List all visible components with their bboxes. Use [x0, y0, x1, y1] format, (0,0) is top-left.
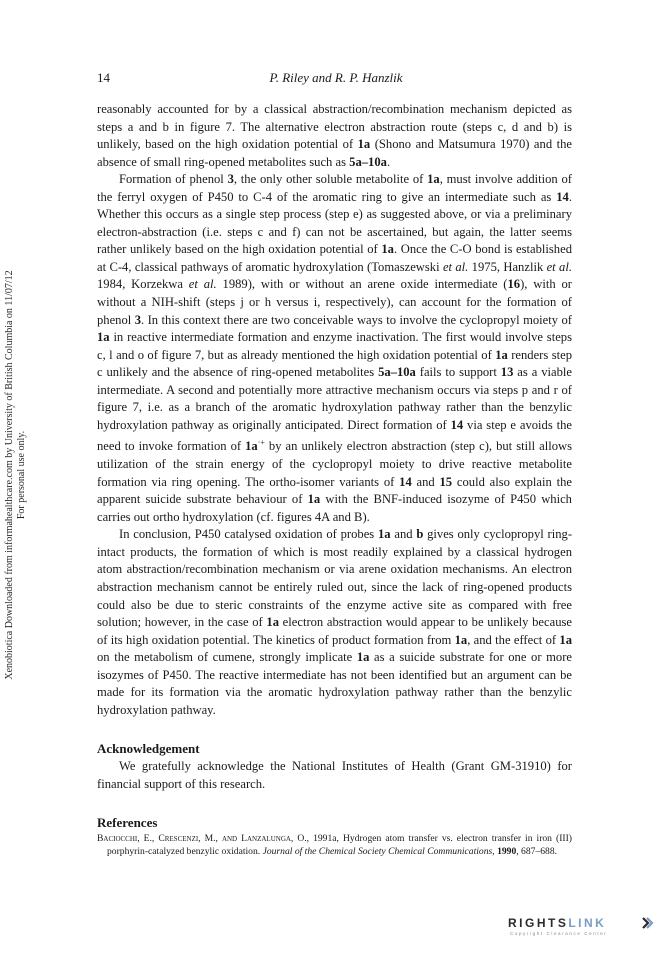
body-paragraph	[97, 171, 572, 526]
text-run: 1a	[266, 615, 280, 630]
text-run: 1a	[427, 172, 440, 187]
text-run: 14	[450, 417, 464, 432]
text-run: 1984, Korzekwa	[97, 277, 189, 292]
references-heading: References	[97, 815, 158, 831]
body-paragraph	[97, 101, 572, 171]
text-run: , 1991a, Hydrogen atom transfer vs. electron transfer in iron (III) porphyrin-catalyzed benzylic oxidation.	[107, 833, 572, 857]
text-run: ·+	[257, 438, 265, 448]
text-run: et al.	[546, 259, 572, 274]
text-run: . Whether this occurs as a single step process (step e) as suggested above, or via a preliminary electron-abstraction (i.e. steps c and f) can not be ascertained, but again, the latter seems rather unlikely based on the high oxidation potential of	[97, 189, 572, 257]
text-run: fails to support	[415, 365, 501, 380]
text-run: 13	[500, 365, 514, 380]
text-run: via step e avoids the need to invoke formation of	[97, 417, 572, 454]
body-paragraph	[97, 526, 572, 719]
text-run: 1990	[497, 845, 517, 857]
text-run: 15	[439, 474, 453, 489]
article-body	[97, 101, 572, 858]
reference-entry	[97, 833, 572, 857]
text-run: and	[390, 527, 417, 542]
text-run: et al.	[188, 277, 217, 292]
text-run: , the only other soluble metabolite of	[233, 172, 428, 187]
text-run: 1975, Hanzlik	[468, 259, 547, 274]
text-run: 1a	[454, 632, 468, 647]
reference-list	[97, 833, 572, 857]
text-run: gives only cyclopropyl ring-intact products, the formation of which is most readily explained by a classical hydrogen atom abstraction/recombination mechanism or via arene oxidation mechanisms. An electron abstraction mechanism cannot be entirely ruled out, since the lack of ring-opened products could also be due to steric constraints of the enzyme active site as compared with free solution; however, in the case of	[97, 527, 573, 630]
text-run: b	[416, 527, 424, 542]
text-run: (Shono and Matsumura 1970) and the absence of small ring-opened metabolites such as	[97, 137, 572, 169]
acknowledgement-heading: Acknowledgement	[97, 741, 200, 757]
text-run: ), with or without a NIH-shift (steps j or h versus i, respectively), can account for the formation of phenol	[97, 277, 572, 327]
text-run: on the metabolism of cumene, strongly implicate	[97, 650, 357, 665]
text-run: electron abstraction would appear to be unlikely because of its high oxidation potential. The kinetics of product formation from	[97, 615, 572, 647]
text-run: reasonably accounted for by a classical abstraction/recombination mechanism depicted as steps a and b in figure 7. The alternative electron abstraction route (steps c, d and b) is unlikely, based on the high oxidation potential of	[97, 102, 572, 152]
text-run: 16	[507, 277, 521, 292]
text-run: could also explain the apparent suicide substrate behaviour of	[97, 474, 572, 507]
text-run: 1a	[357, 137, 371, 152]
logo-tagline: Copyright Clearance Center	[510, 931, 608, 936]
text-run: and	[411, 474, 440, 489]
rightslink-arrow-icon	[640, 916, 654, 930]
text-run: .	[386, 154, 391, 169]
text-run: Baciocchi, E., Crescenzi, M., and Lanzalunga, O.	[97, 833, 307, 845]
rightslink-logo[interactable]	[508, 916, 658, 942]
text-run: 1a	[559, 632, 572, 647]
side-note-line-1: Xenobiotica Downloaded from informahealthcare.com by University of British Columbia on 11/07/12	[4, 270, 15, 680]
text-run: in reactive intermediate formation and enzyme inactivation. The first would involve steps c, l and o of figure 7, but as already mentioned the high oxidation potential of	[97, 330, 572, 362]
text-run: 1a	[381, 242, 394, 257]
running-head: P. Riley and R. P. Hanzlik	[269, 70, 403, 85]
text-run: 5a–10a	[378, 365, 416, 380]
text-run: et al.	[442, 259, 469, 274]
text-run: 1a	[307, 492, 321, 507]
text-run: 3	[227, 172, 234, 187]
text-run: Formation of phenol	[119, 172, 228, 187]
text-run: , 687–688.	[516, 845, 558, 857]
page-number: 14	[97, 70, 110, 85]
text-run: . Once the C-O bond is established at C-4, classical pathways of aromatic hydroxylation (Tomaszewski	[97, 242, 572, 274]
text-run: , and the effect of	[467, 632, 560, 647]
text-run: Journal of the Chemical Society Chemical Communications	[262, 845, 493, 857]
text-run: 1a	[495, 347, 508, 362]
acknowledgement-text: We gratefully acknowledge the National Institutes of Health (Grant GM-31910) for financial support of this research.	[97, 759, 572, 791]
download-side-note	[4, 260, 44, 690]
text-run: 1989), with or without an arene oxide intermediate (	[216, 277, 508, 292]
rightslink-wordmark	[508, 916, 658, 930]
logo-word-link: LINK	[568, 916, 607, 930]
text-run: ,	[492, 845, 498, 857]
text-run: 1a	[377, 527, 391, 542]
text-run: with the BNF-induced isozyme of P450 which carries out ortho hydroxylation (cf. figures 4A and B).	[97, 492, 572, 524]
text-run: renders step c unlikely and the absence of ring-opened metabolites	[97, 347, 572, 380]
text-run: as a suicide substrate for one or more isozymes of P450. The reactive intermediate has not been identified but an argument can be made for its formation via the aromatic hydroxylation pathway rather than the benzylic hydroxylation pathway.	[97, 650, 572, 717]
text-run: as a viable intermediate. A second and potentially more attractive mechanism occurs via steps p and r of figure 7, i.e. as a branch of the aromatic hydroxylation pathway rather than the benzylic hydroxylation pathway as originally anticipated. Direct formation of	[97, 365, 573, 432]
text-run: , must involve addition of the ferryl oxygen of P450 to C-4 of the aromatic ring to give an intermediate such as	[97, 172, 572, 204]
side-note-line-2: For personal use only.	[16, 430, 27, 520]
text-run: 5a–10a	[349, 154, 387, 169]
text-run: 1a	[356, 650, 370, 665]
text-run: by an unlikely electron abstraction (step c), but still allows utilization of the strain energy of the cyclopropyl moiety to drive reactive metabolite formation via ring opening. The ortho-isomer variants of	[97, 439, 572, 489]
text-run: 1a	[97, 330, 110, 345]
text-run: 14	[399, 474, 412, 489]
logo-word-main: RIGHTS	[508, 916, 569, 930]
text-run: 14	[556, 189, 569, 204]
text-run: In conclusion, P450 catalysed oxidation of probes	[119, 527, 378, 542]
text-run: 3	[134, 312, 142, 327]
text-run: . In this context there are two conceivable ways to involve the cyclopropyl moiety of	[141, 312, 572, 327]
text-run: 1a	[245, 439, 258, 454]
